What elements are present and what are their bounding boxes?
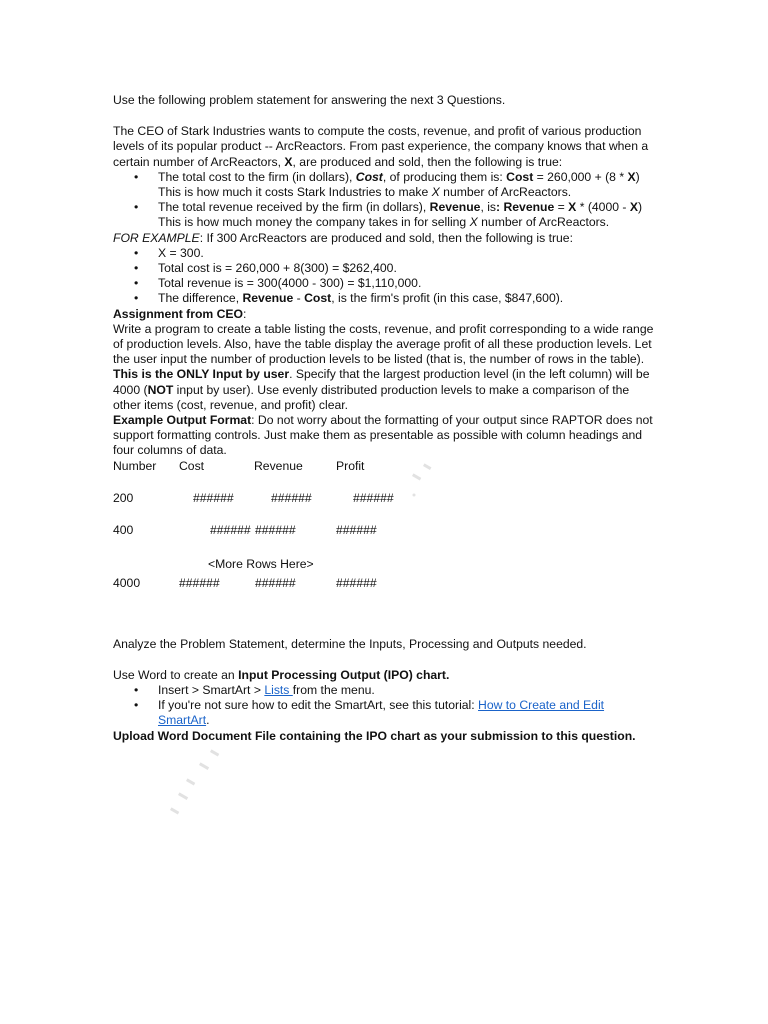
- table-cell: 200: [113, 490, 134, 505]
- problem-x: X: [284, 154, 293, 169]
- upload-instruction: Upload Word Document File containing the IPO chart as your submission to this question.: [113, 728, 636, 743]
- table-cell: ######: [255, 522, 296, 537]
- problem-paragraph: [113, 124, 658, 170]
- more-rows-text: <More Rows Here>: [208, 556, 314, 571]
- table-header: Profit: [336, 458, 365, 473]
- example-output-paragraph: Example Output Format: Do not worry about the formatting of your output since RAPTOR does not support formatting controls. Just make them as presentable as possible with column headings and four columns of data.: [113, 413, 653, 458]
- table-header: Number: [113, 458, 157, 473]
- example-line: FOR EXAMPLE: If 300 ArcReactors are produced and sold, then the following is true:: [113, 230, 573, 245]
- cost-formula-item: • The total cost to the firm (in dollars), Cost, of producing them is: Cost = 260,000 + (8 * X) This is how much it costs Stark Industries to make X number of ArcReactors.: [158, 170, 658, 200]
- table-cell: 4000: [113, 575, 141, 590]
- example-output-table: [113, 459, 658, 594]
- assignment-heading: Assignment from CEO:: [113, 306, 247, 321]
- example-item: • X = 300.: [158, 246, 658, 261]
- analyze-text: Analyze the Problem Statement, determine the Inputs, Processing and Outputs needed.: [113, 636, 587, 651]
- revenue-formula-item: • The total revenue received by the firm (in dollars), Revenue, is: Revenue = X * (4000 - X) This is how much money the company takes in for selling X number of ArcReactors.: [158, 200, 658, 230]
- example-list: [113, 246, 658, 307]
- document-page: [113, 93, 658, 744]
- table-cell: ######: [179, 575, 220, 590]
- table-cell: ######: [271, 490, 312, 505]
- assignment-text: Write a program to create a table listing the costs, revenue, and profit corresponding to a wide range of production levels. Also, have the table display the average profit of all these production levels. Let the user input the number of production levels to be listed (that is, the number of rows in the table). This is the ONLY Input by user. Specify that the largest production level (in the left column) will be 4000 (NOT input by user). Use evenly distributed production levels to make a comparison of the other items (cost, revenue, and profit) clear.: [113, 321, 654, 412]
- example-item: • Total cost is = 260,000 + 8(300) = $262,400.: [158, 261, 658, 276]
- lists-link[interactable]: Lists: [264, 683, 293, 698]
- table-cell: ######: [255, 575, 296, 590]
- table-cell: ######: [336, 522, 377, 537]
- tutorial-item: • If you're not sure how to edit the SmartArt, see this tutorial: How to Create and Edit SmartArt.: [158, 698, 658, 728]
- example-item-difference: • The difference, Revenue - Cost, is the firm's profit (in this case, $847,600).: [158, 291, 658, 306]
- example-item: • Total revenue is = 300(4000 - 300) = $1,110,000.: [158, 276, 658, 291]
- table-header: Cost: [179, 458, 205, 473]
- intro-text: Use the following problem statement for answering the next 3 Questions.: [113, 93, 506, 107]
- problem-text-end: , are produced and sold, then the following is true:: [292, 154, 563, 169]
- table-cell: ######: [210, 522, 251, 537]
- word-instruction: Use Word to create an Input Processing Output (IPO) chart.: [113, 667, 450, 682]
- table-header: Revenue: [254, 458, 303, 473]
- table-cell: ######: [336, 575, 377, 590]
- formula-list: [113, 170, 658, 231]
- tutorial-link[interactable]: How to Create and Edit SmartArt: [158, 698, 605, 728]
- word-list: [113, 683, 658, 729]
- table-cell: ######: [353, 490, 394, 505]
- table-cell: 400: [113, 522, 134, 537]
- insert-smartart-item: • Insert > SmartArt > Lists from the menu.: [158, 683, 658, 698]
- problem-text: The CEO of Stark Industries wants to compute the costs, revenue, and profit of various production levels of its popular product -- ArcReactors. From past experience, the company knows that when a certain number of ArcReactors,: [113, 124, 649, 169]
- table-cell: ######: [193, 490, 234, 505]
